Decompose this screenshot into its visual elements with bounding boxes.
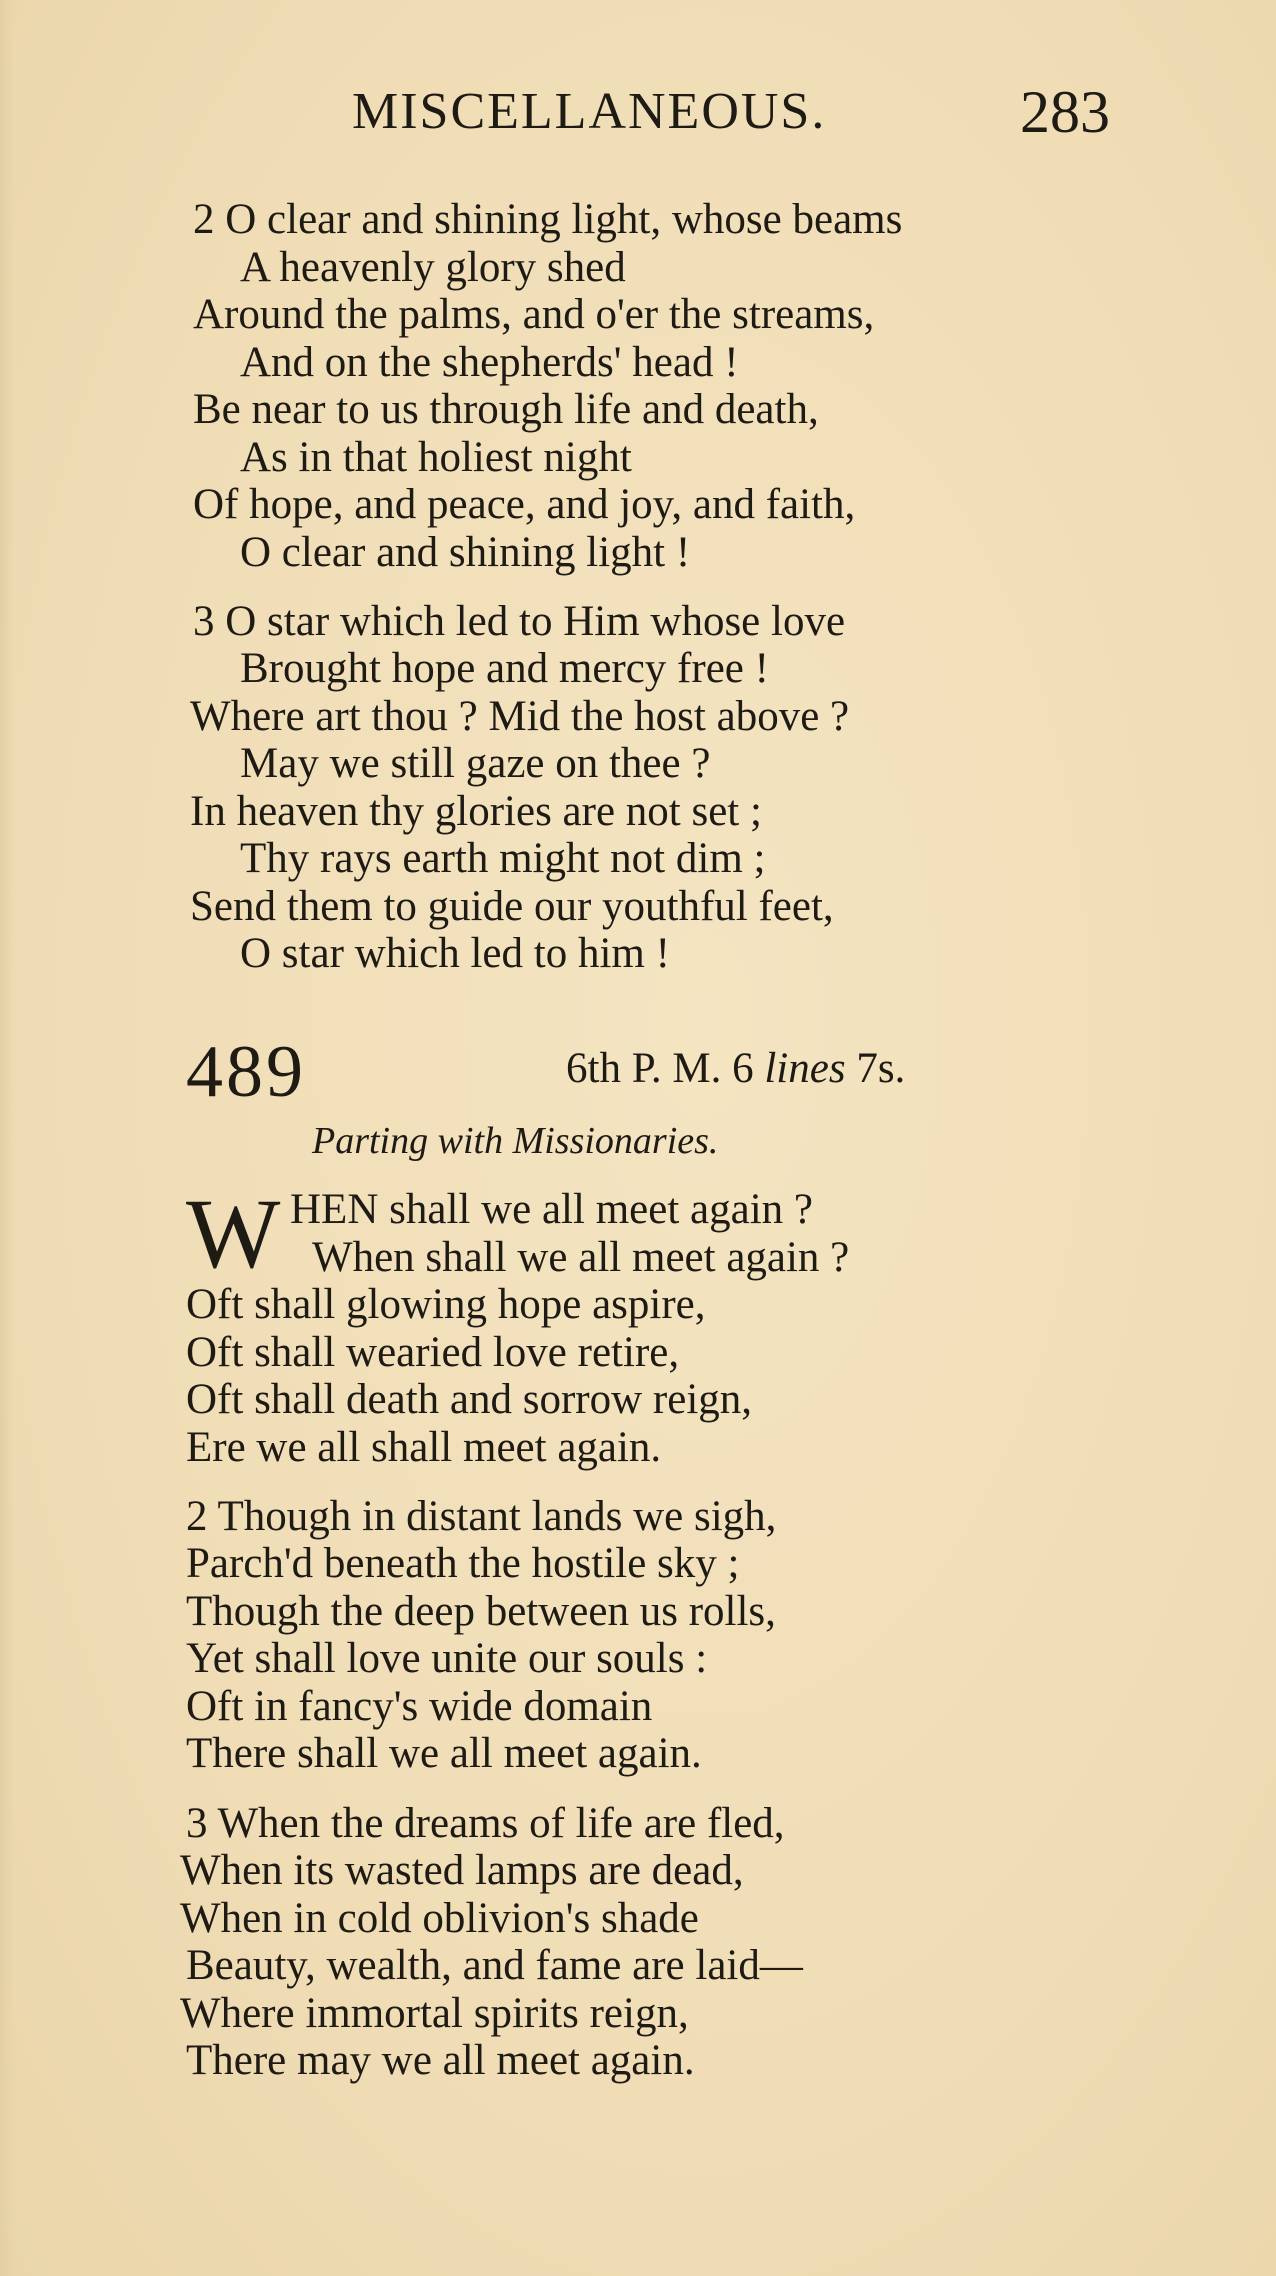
verse-line: Beauty, wealth, and fame are laid— (186, 1942, 803, 1989)
verse-line: There may we all meet again. (186, 2037, 695, 2084)
section-title: MISCELLANEOUS. (352, 83, 827, 140)
verse-line: 2 Though in distant lands we sigh, (186, 1493, 777, 1540)
verse-line: Oft in fancy's wide domain (186, 1683, 653, 1730)
verse-line: Yet shall love unite our souls : (186, 1635, 708, 1682)
verse-line: Where immortal spirits reign, (180, 1990, 689, 2037)
binding-edge (0, 0, 14, 2276)
verse-line: O clear and shining light ! (240, 529, 691, 576)
verse-line: Where art thou ? Mid the host above ? (190, 693, 850, 740)
verse-line: 3 When the dreams of life are fled, (186, 1800, 785, 1847)
verse-line: When its wasted lamps are dead, (180, 1847, 744, 1894)
verse-line: Ere we all shall meet again. (186, 1424, 662, 1471)
verse-line: Brought hope and mercy free ! (240, 645, 769, 692)
verse-line: Oft shall glowing hope aspire, (186, 1281, 706, 1328)
verse-line: Around the palms, and o'er the streams, (193, 291, 875, 338)
verse-line: Oft shall wearied love retire, (186, 1329, 680, 1376)
meter-suffix: 7s. (845, 1045, 906, 1092)
verse-line: Parch'd beneath the hostile sky ; (186, 1540, 740, 1587)
verse-line: Oft shall death and sorrow reign, (186, 1376, 753, 1423)
verse-line: 2 O clear and shining light, whose beams (193, 196, 903, 243)
verse-line: When shall we all meet again ? (312, 1234, 850, 1281)
verse-line: Of hope, and peace, and joy, and faith, (193, 481, 856, 528)
page-number: 283 (1020, 79, 1110, 145)
verse-line: Though the deep between us rolls, (186, 1588, 776, 1635)
verse-line: May we still gaze on thee ? (240, 740, 711, 787)
hymn-number: 489 (186, 1031, 306, 1113)
verse-line: In heaven thy glories are not set ; (190, 788, 762, 835)
verse-line: Send them to guide our youthful feet, (190, 883, 834, 930)
verse-line: And on the shepherds' head ! (240, 339, 739, 386)
verse-line: O star which led to him ! (240, 930, 670, 977)
verse-line: As in that holiest night (240, 434, 632, 481)
verse-line: When in cold oblivion's shade (180, 1895, 699, 1942)
drop-cap: W (186, 1178, 281, 1289)
verse-line: HEN shall we all meet again ? (290, 1186, 813, 1233)
verse-line: Thy rays earth might not dim ; (240, 835, 766, 882)
hymn-meter (566, 1045, 905, 1093)
verse-line: 3 O star which led to Him whose love (193, 598, 846, 645)
verse-line: There shall we all meet again. (186, 1730, 702, 1777)
meter-italic: lines (764, 1045, 846, 1092)
hymn-title: Parting with Missionaries. (312, 1120, 719, 1162)
meter-prefix: 6th P. M. 6 (566, 1045, 765, 1092)
verse-line: Be near to us through life and death, (193, 386, 819, 433)
verse-line: A heavenly glory shed (240, 244, 626, 291)
